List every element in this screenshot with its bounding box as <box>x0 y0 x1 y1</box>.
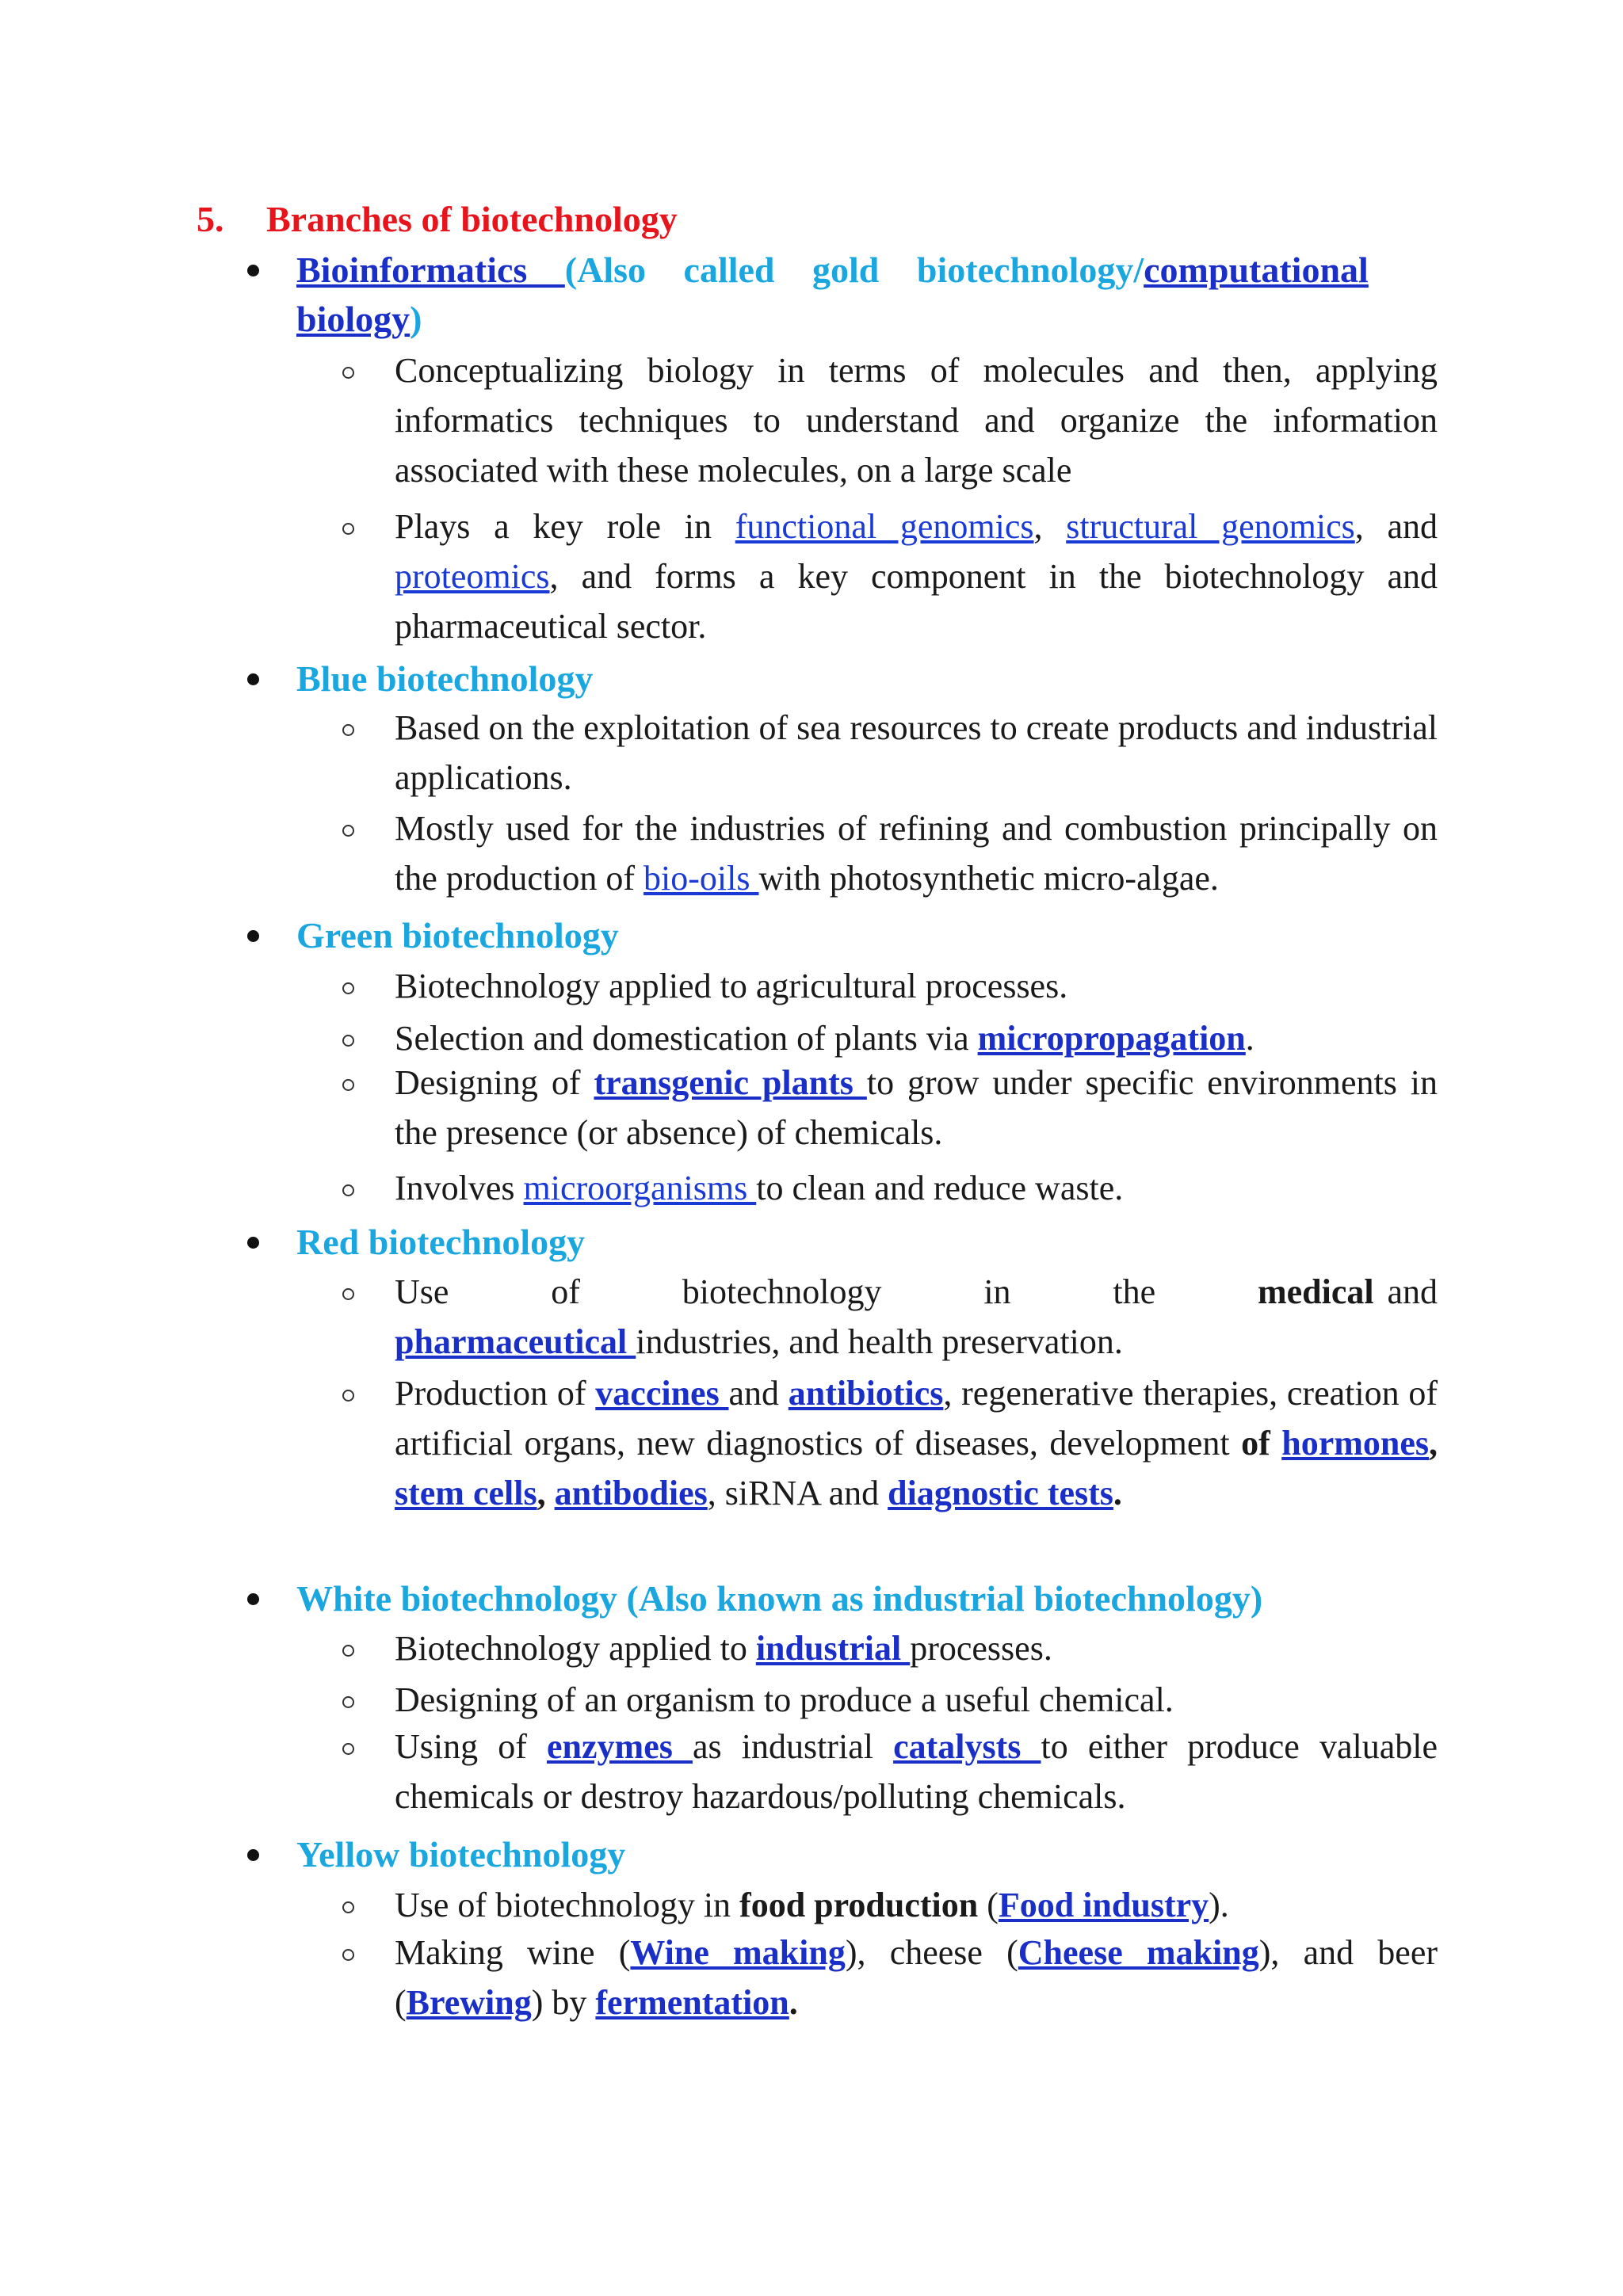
link-structural-genomics[interactable]: structural genomics <box>1066 507 1355 546</box>
bullet-heading: Bioinformatics (Also called gold biotechnology/computational biology) <box>296 250 1369 339</box>
link-biology[interactable]: biology <box>296 299 411 339</box>
list-item: Plays a key role in functional genomics, structural genomics, and proteomics, and forms a key component in the biotechnology and pharmaceutical sector. <box>342 502 1438 651</box>
list-item: Biotechnology applied to agricultural processes. <box>342 961 1438 1011</box>
circle-bullet-icon <box>342 1743 354 1755</box>
circle-bullet-icon <box>342 1901 354 1913</box>
bullet-blue-biotechnology: Blue biotechnology <box>247 654 1436 704</box>
link-bioinformatics[interactable]: Bioinformatics <box>296 250 565 290</box>
bullet-icon <box>247 1849 259 1861</box>
link-pharmaceutical[interactable]: pharmaceutical <box>395 1322 636 1361</box>
bullet-red-biotechnology: Red biotechnology <box>247 1218 1436 1267</box>
circle-bullet-icon <box>342 825 354 837</box>
link-micropropagation[interactable]: micropropagation <box>977 1019 1246 1058</box>
link-transgenic-plants[interactable]: transgenic plants <box>594 1063 867 1102</box>
circle-bullet-icon <box>342 1696 354 1708</box>
list-item: Use of biotechnology in food production (Food industry). <box>342 1880 1438 1930</box>
bullet-icon <box>247 265 259 277</box>
link-cheese-making[interactable]: Cheese making <box>1018 1933 1259 1972</box>
link-computational[interactable]: computational <box>1144 250 1369 290</box>
link-vaccines[interactable]: vaccines <box>595 1374 729 1413</box>
bullet-icon <box>247 673 259 685</box>
circle-bullet-icon <box>342 1949 354 1961</box>
medical-term: medical <box>1257 1272 1374 1311</box>
link-stem-cells[interactable]: stem cells <box>395 1474 537 1512</box>
bullet-white-biotechnology: White biotechnology (Also known as industrial biotechnology) <box>247 1574 1436 1623</box>
circle-bullet-icon <box>342 1288 354 1300</box>
circle-bullet-icon <box>342 1035 354 1047</box>
food-production-term: food production <box>739 1886 979 1924</box>
list-item: Selection and domestication of plants via micropropagation. <box>342 1013 1438 1063</box>
list-item: Production of vaccines and antibiotics, regenerative therapies, creation of artificial organs, new diagnostics of diseases, development of hormones, stem cells, antibodies, siRNA and diagnostic tests. <box>342 1368 1438 1518</box>
circle-bullet-icon <box>342 367 354 379</box>
link-microorganisms[interactable]: microorganisms <box>523 1169 757 1207</box>
circle-bullet-icon <box>342 1645 354 1657</box>
link-antibodies[interactable]: antibodies <box>554 1474 708 1512</box>
circle-bullet-icon <box>342 1390 354 1402</box>
list-item: Involves microorganisms to clean and reduce waste. <box>342 1163 1438 1213</box>
link-proteomics[interactable]: proteomics <box>395 557 550 596</box>
list-item: Designing of an organism to produce a useful chemical. <box>342 1675 1438 1725</box>
link-wine-making[interactable]: Wine making <box>630 1933 846 1972</box>
circle-bullet-icon <box>342 523 354 535</box>
link-fermentation[interactable]: fermentation <box>595 1983 789 2022</box>
link-brewing[interactable]: Brewing <box>406 1983 532 2022</box>
link-diagnostic-tests[interactable]: diagnostic tests <box>888 1474 1113 1512</box>
link-hormones[interactable]: hormones <box>1281 1424 1429 1463</box>
link-catalysts[interactable]: catalysts <box>893 1727 1041 1766</box>
section-number: 5. <box>197 199 224 239</box>
bullet-bioinformatics <box>247 246 1436 344</box>
bullet-icon <box>247 930 259 942</box>
list-item: Making wine (Wine making), cheese (Cheese making), and beer (Brewing) by fermentation. <box>342 1928 1438 2027</box>
list-item: Biotechnology applied to industrial processes. <box>342 1623 1438 1673</box>
list-item: Designing of transgenic plants to grow under specific environments in the presence (or absence) of chemicals. <box>342 1058 1438 1158</box>
link-bio-oils[interactable]: bio-oils <box>643 859 759 898</box>
link-enzymes[interactable]: enzymes <box>547 1727 693 1766</box>
list-item: Use of biotechnology in the medical and pharmaceutical industries, and health preservation. <box>342 1267 1438 1367</box>
link-industrial[interactable]: industrial <box>755 1629 911 1668</box>
link-food-industry[interactable]: Food industry <box>998 1886 1209 1924</box>
bullet-icon <box>247 1593 259 1605</box>
list-item: Mostly used for the industries of refining and combustion principally on the production of bio-oils with photosynthetic micro-algae. <box>342 803 1438 903</box>
circle-bullet-icon <box>342 1079 354 1091</box>
list-item: Based on the exploitation of sea resources to create products and industrial applications. <box>342 703 1438 803</box>
link-functional-genomics[interactable]: functional genomics <box>735 507 1034 546</box>
circle-bullet-icon <box>342 1184 354 1196</box>
list-item: Conceptualizing biology in terms of molecules and then, applying informatics techniques to understand and organize the information associated with these molecules, on a large scale <box>342 345 1438 495</box>
circle-bullet-icon <box>342 724 354 736</box>
section-title: Branches of biotechnology <box>266 199 678 239</box>
circle-bullet-icon <box>342 982 354 994</box>
bullet-green-biotechnology: Green biotechnology <box>247 911 1436 960</box>
bullet-icon <box>247 1237 259 1249</box>
list-item: Using of enzymes as industrial catalysts to either produce valuable chemicals or destroy hazardous/polluting chemicals. <box>342 1722 1438 1821</box>
link-antibiotics[interactable]: antibiotics <box>788 1374 944 1413</box>
bullet-yellow-biotechnology: Yellow biotechnology <box>247 1830 1436 1879</box>
section-heading <box>197 196 678 242</box>
